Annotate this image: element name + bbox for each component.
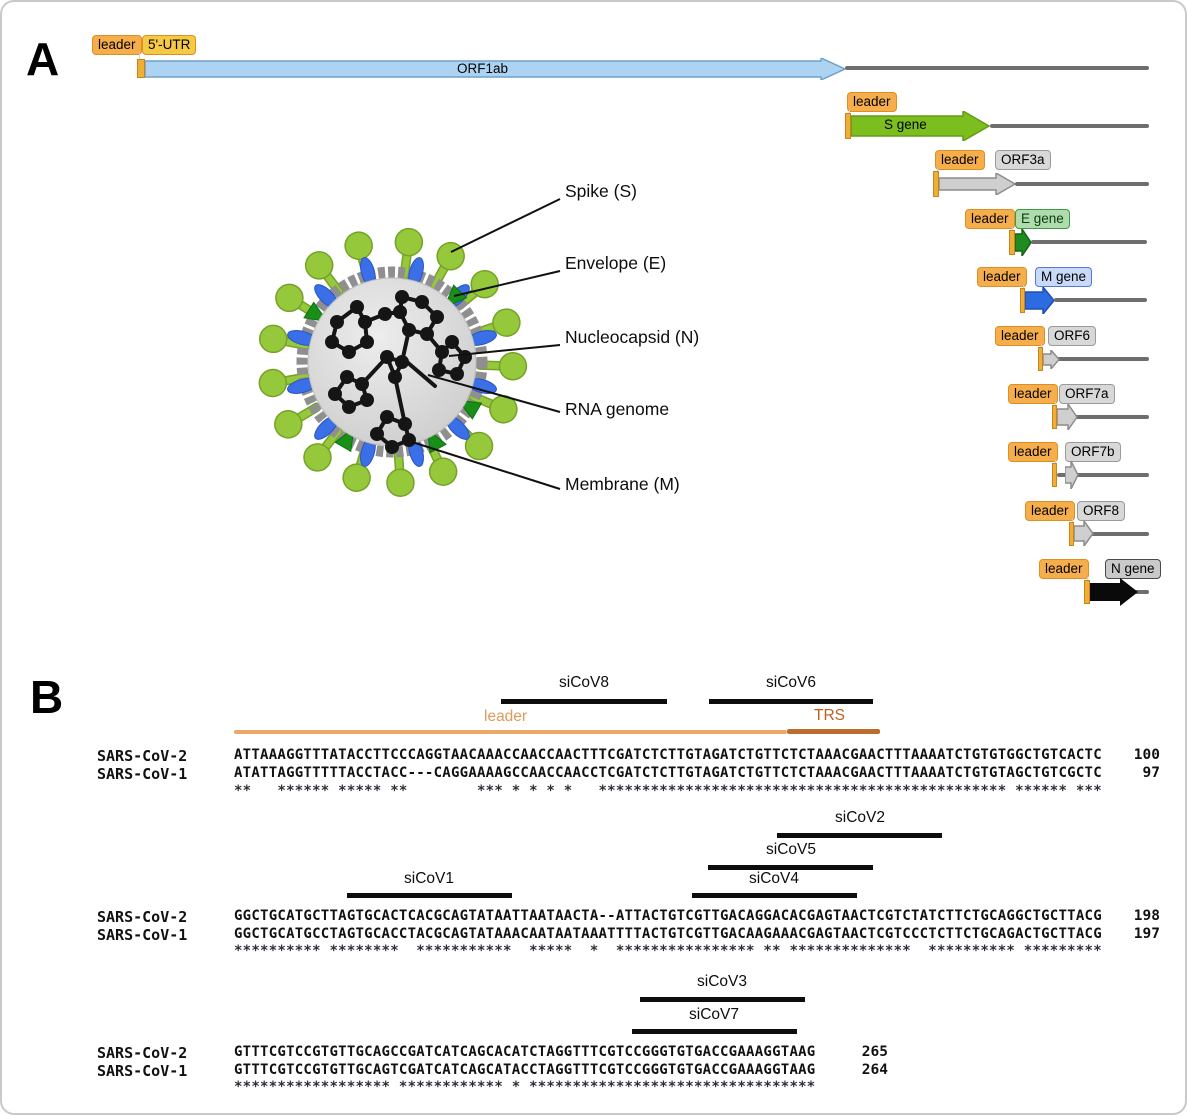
- sequence-name: SARS-CoV-2: [97, 1044, 188, 1062]
- leader-chip: leader: [1008, 384, 1058, 404]
- rna-genome-label: RNA genome: [565, 399, 670, 419]
- conservation-line: ****************** ************ * *********************************: [234, 1079, 816, 1095]
- sequence-name: SARS-CoV-1: [97, 926, 188, 944]
- sirna-bar: [708, 865, 873, 870]
- sirna-bar: [347, 893, 512, 898]
- leader-chip: leader: [965, 209, 1015, 229]
- orf8-chip: ORF8: [1077, 501, 1125, 521]
- sequence: ATTAAAGGTTTATACCTTCCCAGGTAACAAACCAACCAACTTTCGATCTCTTGTAGATCTGTTCTCTAAACGAACTTTAAAATCTGTGTGGCTGTCACTC: [234, 747, 1102, 763]
- sirna-bar-label: siCoV6: [766, 674, 816, 691]
- leader-chip: leader: [935, 150, 985, 170]
- sirna-bar: [692, 893, 857, 898]
- orf3a-arrow: [939, 173, 1017, 195]
- sirna-bar: [709, 699, 873, 704]
- orf7b-chip: ORF7b: [1065, 442, 1121, 462]
- leader-chip: leader: [92, 35, 142, 55]
- membrane-label: Membrane (M): [565, 474, 680, 494]
- leader-chip: leader: [847, 92, 897, 112]
- m-gene-arrow: [1025, 287, 1056, 314]
- leader-chip: leader: [1039, 559, 1089, 579]
- sirna-bar-label: siCoV3: [697, 973, 747, 990]
- genome-line: [1031, 240, 1147, 244]
- leader-chip: leader: [977, 267, 1027, 287]
- sequence: GTTTCGTCCGTGTTGCAGCCGATCATCAGCACATCTAGGTTTCGTCCGGGTGTGACCGAAAGGTAAG: [234, 1044, 816, 1060]
- virion-illustration: [237, 202, 557, 532]
- conservation-line: ********** ******** *********** ***** * **************** ** ************** ********** *********: [234, 943, 1102, 959]
- sequence-position: 264: [861, 1062, 888, 1078]
- orf7a-chip: ORF7a: [1059, 384, 1115, 404]
- sequence: ATATTAGGTTTTTACCTACC---CAGGAAAAGCCAACCAACCTCGATCTCTTGTAGATCTGTTCTCTAAACGAACTTTAAAATCTGTGTAGCTGTCGCTC: [234, 765, 1102, 781]
- nucleocapsid-label: Nucleocapsid (N): [565, 327, 700, 347]
- e-gene-chip: E gene: [1015, 209, 1070, 229]
- sirna-bar-label: siCoV1: [404, 870, 454, 887]
- sirna-bar: [640, 997, 805, 1002]
- genome-line: [1015, 182, 1149, 186]
- sirna-bar: [777, 833, 942, 838]
- orf1ab-label: ORF1ab: [457, 61, 509, 76]
- panel-b-label: B: [30, 671, 64, 723]
- leader-chip: leader: [995, 326, 1045, 346]
- n-gene-arrow: [1090, 578, 1140, 606]
- sequence-name: SARS-CoV-1: [97, 1062, 188, 1080]
- envelope-label: Envelope (E): [565, 253, 667, 273]
- sirna-bar: [632, 1029, 797, 1034]
- leader-chip: leader: [1025, 501, 1075, 521]
- sequence-name: SARS-CoV-2: [97, 908, 188, 926]
- leader-box: [137, 59, 145, 78]
- orf6-arrow: [1043, 350, 1061, 369]
- orf7a-arrow: [1057, 404, 1079, 430]
- sequence-position: 265: [861, 1044, 888, 1060]
- sequence-name: SARS-CoV-2: [97, 747, 188, 765]
- orf8-arrow: [1074, 521, 1095, 546]
- genome-line: [845, 66, 1149, 70]
- utr-chip: 5'-UTR: [142, 35, 196, 55]
- trs-region-label: TRS: [814, 707, 845, 724]
- sirna-bar-label: siCoV8: [559, 674, 609, 691]
- orf7b-arrow: [1065, 461, 1080, 489]
- orf3a-chip: ORF3a: [995, 150, 1051, 170]
- sequence-position: 97: [1142, 765, 1160, 781]
- s-gene-label: S gene: [884, 117, 927, 132]
- panel-a-label: A: [26, 33, 60, 85]
- sirna-bar-label: siCoV5: [766, 841, 816, 858]
- sirna-bar-label: siCoV7: [689, 1006, 739, 1023]
- leader-chip: leader: [1008, 442, 1058, 462]
- genome-line: [990, 124, 1149, 128]
- sequence: GGCTGCATGCTTAGTGCACTCACGCAGTATAATTAATAACTA--ATTACTGTCGTTGACAGGACACGAGTAACTCGTCTATCTTCTGCAGGCTGCTTACG: [234, 908, 1102, 924]
- sequence-position: 198: [1133, 908, 1160, 924]
- sequence-name: SARS-CoV-1: [97, 765, 188, 783]
- sequence: GTTTCGTCCGTGTTGCAGTCGATCATCAGCATACCTAGGTTTCGTCCGGGTGTGACCGAAAGGTAAG: [234, 1062, 816, 1078]
- conservation-line: ** ****** ***** ** *** * * * * *********************************************** ****** ***: [234, 783, 1102, 799]
- trs-region-line: [787, 729, 880, 734]
- sirna-bar-label: siCoV4: [749, 870, 799, 887]
- sequence-position: 100: [1133, 747, 1160, 763]
- orf6-chip: ORF6: [1048, 326, 1096, 346]
- leader-region-label: leader: [484, 708, 528, 725]
- spike-label: Spike (S): [565, 181, 637, 201]
- leader-region-line: [234, 730, 787, 734]
- sirna-bar: [501, 699, 667, 704]
- m-gene-chip: M gene: [1035, 267, 1092, 287]
- sirna-bar-label: siCoV2: [835, 809, 885, 826]
- sequence-position: 197: [1133, 926, 1160, 942]
- sequence: GGCTGCATGCCTAGTGCACCTACGCAGTATAAACAATAATAAATTTTACTGTCGTTGACAAGAAACGAGTAACTCGTCCCTCTTCTGCAGACTGCTTACG: [234, 926, 1102, 942]
- n-gene-chip: N gene: [1105, 559, 1161, 579]
- genome-line: [1054, 298, 1147, 302]
